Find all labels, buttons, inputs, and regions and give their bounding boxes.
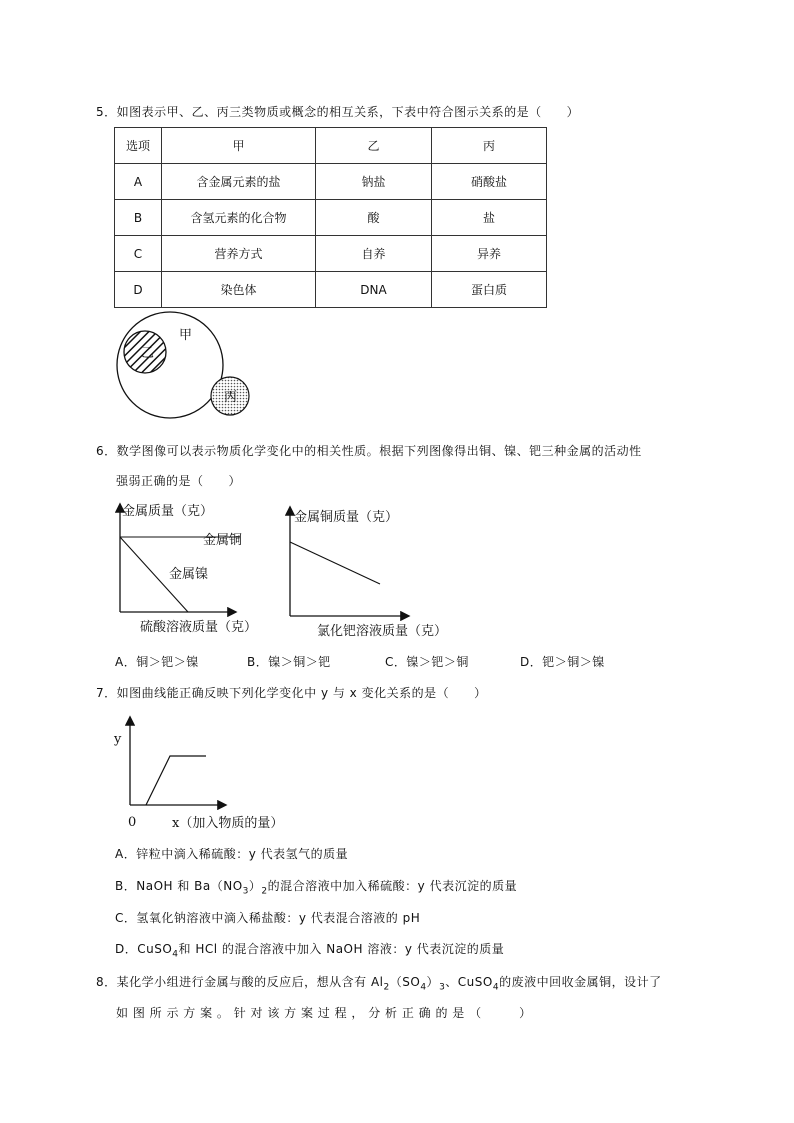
venn-bing-label: 丙 — [224, 390, 238, 405]
venn-jia-label: 甲 — [179, 328, 193, 343]
table-cell: 含金属元素的盐 — [162, 164, 316, 200]
q6-option-c: C．镍＞钯＞铜 — [385, 655, 469, 669]
q8-text: ） — [426, 975, 440, 989]
table-header-cell: 丙 — [432, 128, 547, 164]
q6-option-d: D．钯＞铜＞镍 — [520, 655, 605, 669]
q7-option-a: A．锌粒中滴入稀硫酸：y 代表氢气的质量 — [115, 847, 349, 861]
q6-stem-line2: 强弱正确的是（ ） — [116, 474, 242, 488]
table-cell: 营养方式 — [162, 236, 316, 272]
q8-text: 8．某化学小组进行金属与酸的反应后，想从含有 Al — [96, 975, 384, 989]
table-cell: C — [115, 236, 162, 272]
q7-option-d-text: 和 HCl 的混合溶液中加入 NaOH 溶液：y 代表沉淀的质量 — [178, 942, 505, 956]
q7-graph — [110, 710, 310, 835]
subscript: 2 — [261, 886, 268, 897]
subscript: 4 — [420, 982, 427, 993]
q7-option-c: C．氢氧化钠溶液中滴入稀盐酸：y 代表混合溶液的 pH — [115, 911, 421, 925]
q7-curve — [146, 756, 206, 805]
copper-mass-line — [290, 542, 380, 584]
subscript: 4 — [172, 949, 179, 960]
table-header-cell: 乙 — [316, 128, 432, 164]
q6-option-b: B．镍＞铜＞钯 — [247, 655, 331, 669]
q7-xlabel: x（加入物质的量） — [172, 816, 284, 831]
venn-yi-label: 乙 — [141, 346, 155, 361]
table-row — [115, 236, 547, 272]
q6-graph2 — [280, 500, 460, 645]
table-header-row — [115, 128, 547, 164]
q7-option-b-text: 的混合溶液中加入稀硫酸：y 代表沉淀的质量 — [267, 879, 518, 893]
graph1-ylabel: 金属质量（克） — [122, 504, 214, 519]
table-cell: 自养 — [316, 236, 432, 272]
q7-option-d-text: D．CuSO — [115, 942, 173, 956]
table-row — [115, 272, 547, 308]
q5-stem: 5．如图表示甲、乙、丙三类物质或概念的相互关系，下表中符合图示关系的是（ ） — [96, 105, 580, 119]
q7-option-d — [115, 940, 504, 959]
q7-option-b — [115, 877, 517, 896]
graph1-xlabel: 硫酸溶液质量（克） — [140, 620, 258, 635]
q8-stem-line1 — [96, 973, 662, 992]
graph2-ylabel: 金属铜质量（克） — [294, 510, 399, 525]
graph1-copper-label: 金属铜 — [203, 533, 243, 548]
q7-stem: 7．如图曲线能正确反映下列化学变化中 y 与 x 变化关系的是（ ） — [96, 686, 487, 700]
table-cell: D — [115, 272, 162, 308]
table-cell: 盐 — [432, 200, 547, 236]
graph1-nickel-label: 金属镍 — [169, 567, 209, 582]
table-cell: DNA — [316, 272, 432, 308]
table-cell: 染色体 — [162, 272, 316, 308]
q6-stem-line1: 6．数学图像可以表示物质化学变化中的相关性质。根据下列图像得出铜、镍、钯三种金属的活动性 — [96, 444, 642, 458]
q5-options-table — [114, 127, 547, 308]
subscript: 3 — [242, 886, 249, 897]
q7-option-b-text: B．NaOH 和 Ba（NO — [115, 879, 243, 893]
table-cell: A — [115, 164, 162, 200]
subscript: 3 — [439, 982, 446, 993]
table-cell: 钠盐 — [316, 164, 432, 200]
table-cell: B — [115, 200, 162, 236]
q8-text: 的废液中回收金属铜，设计了 — [499, 975, 662, 989]
subscript: 4 — [492, 982, 500, 993]
table-cell: 异养 — [432, 236, 547, 272]
q8-stem-line2: 如 图 所 示 方 案 。 针 对 该 方 案 过 程 ， 分 析 正 确 的 是 （ ） — [116, 1006, 532, 1020]
graph2-xlabel: 氯化钯溶液质量（克） — [317, 624, 448, 639]
q7-ylabel: y — [114, 732, 122, 747]
q8-text: （SO — [389, 975, 421, 989]
table-cell: 硝酸盐 — [432, 164, 547, 200]
q6-graph1 — [110, 495, 290, 640]
table-row — [115, 200, 547, 236]
table-header-cell: 甲 — [162, 128, 316, 164]
q7-option-b-text: ） — [248, 879, 262, 893]
table-cell: 含氢元素的化合物 — [162, 200, 316, 236]
q8-text: 、CuSO — [445, 975, 493, 989]
q7-origin: 0 — [128, 815, 137, 830]
table-row — [115, 164, 547, 200]
table-header-cell: 选项 — [115, 128, 162, 164]
table-cell: 酸 — [316, 200, 432, 236]
venn-diagram — [110, 310, 260, 430]
table-cell: 蛋白质 — [432, 272, 547, 308]
subscript: 2 — [383, 982, 390, 993]
q6-option-a: A．铜＞钯＞镍 — [115, 655, 199, 669]
